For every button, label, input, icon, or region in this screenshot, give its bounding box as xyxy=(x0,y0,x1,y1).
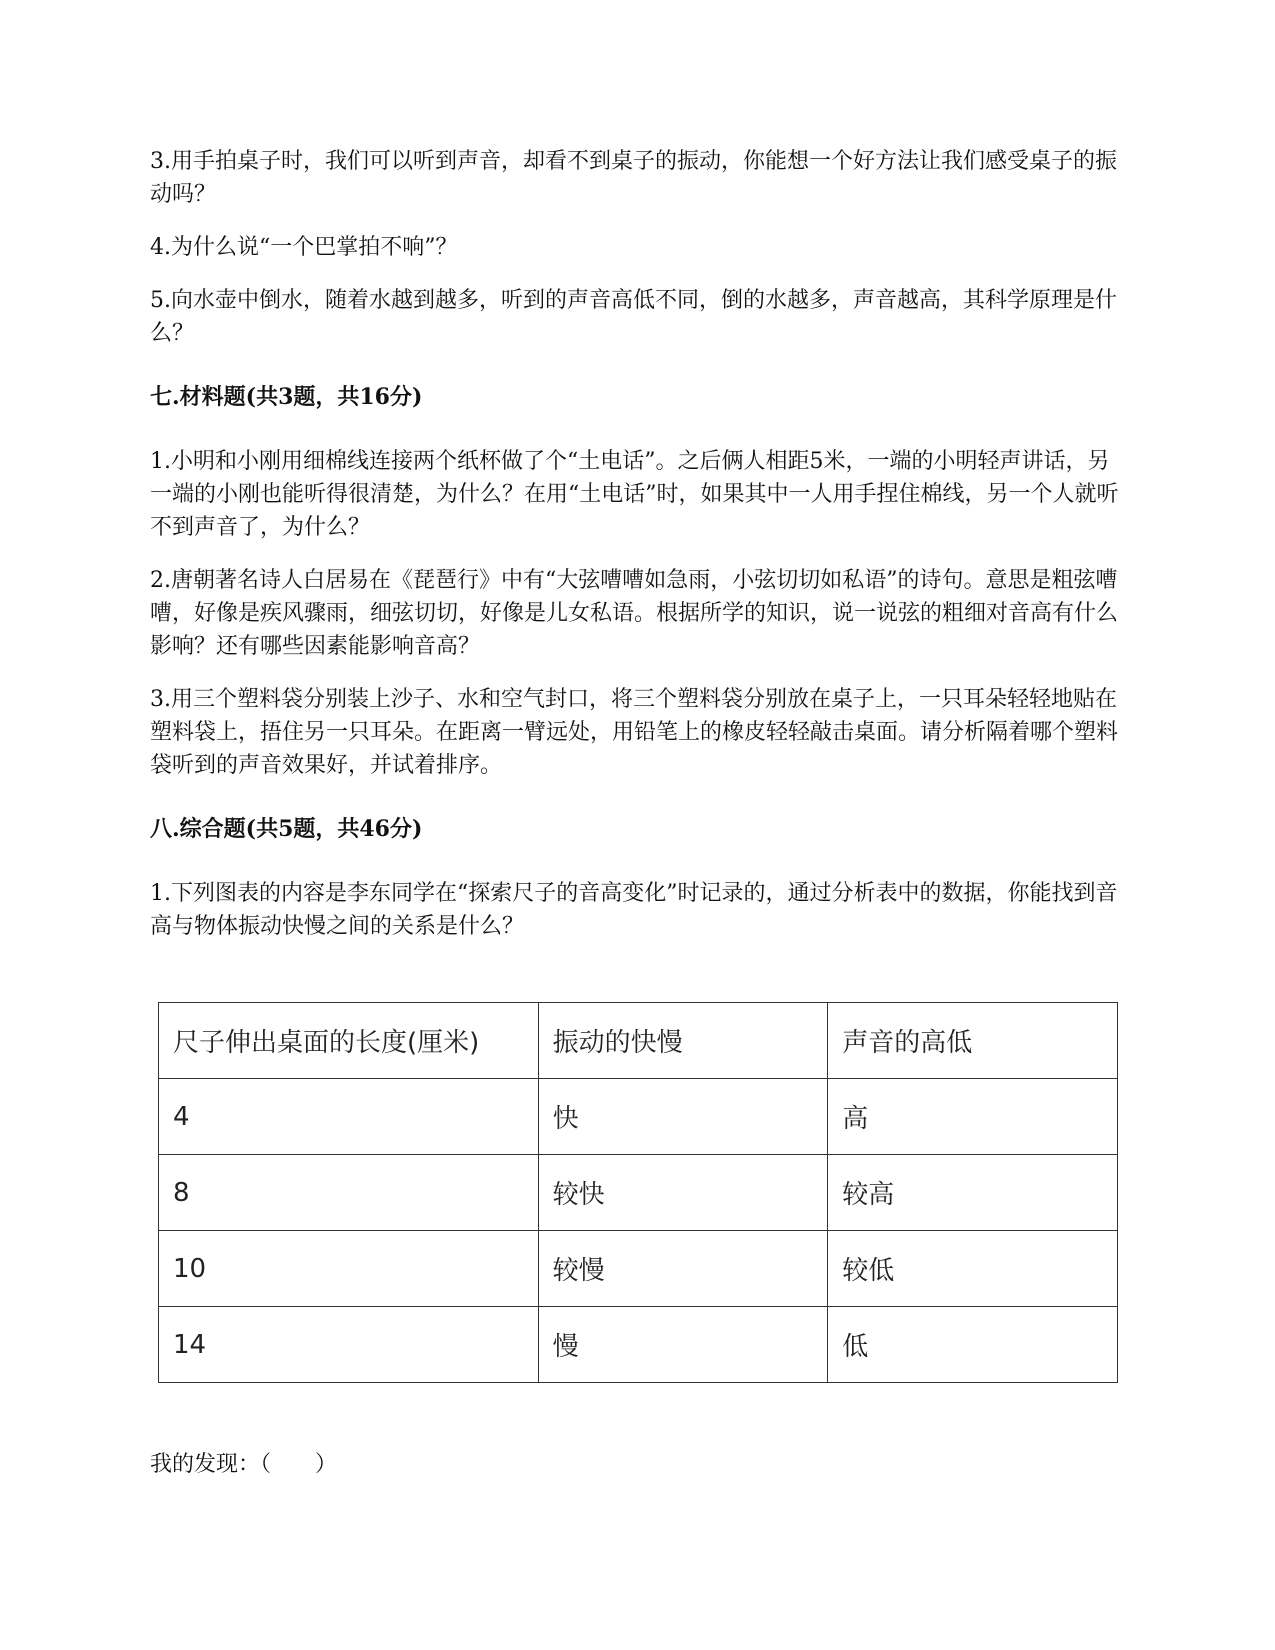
section8-heading: 八.综合题(共5题，共46分) xyxy=(150,816,423,842)
table-cell: 较高 xyxy=(828,1155,1118,1231)
table-cell: 慢 xyxy=(538,1307,828,1383)
section7-question-2: 2.唐朝著名诗人白居易在《琵琶行》中有“大弦嘈嘈如急雨，小弦切切如私语”的诗句。意思是粗弦嘈嘈，好像是疾风骤雨，细弦切切，好像是儿女私语。根据所学的知识，说一说弦的粗细对音高有什么影响？还有哪些因素能影响音高？ xyxy=(150,568,1119,659)
table-cell: 14 xyxy=(159,1307,539,1383)
question-5: 5.向水壶中倒水，随着水越到越多，听到的声音高低不同，倒的水越多，声音越高，其科学原理是什么？ xyxy=(150,288,1117,346)
question-4: 4.为什么说“一个巴掌拍不响”？ xyxy=(150,235,458,260)
table-row xyxy=(159,1231,1118,1307)
table-cell: 8 xyxy=(159,1155,539,1231)
table-cell: 10 xyxy=(159,1231,539,1307)
table-header-length: 尺子伸出桌面的长度(厘米) xyxy=(159,1003,539,1079)
table-cell: 较低 xyxy=(828,1231,1118,1307)
table-cell: 较快 xyxy=(538,1155,828,1231)
table-header-pitch: 声音的高低 xyxy=(828,1003,1118,1079)
table-row xyxy=(159,1079,1118,1155)
table-cell: 高 xyxy=(828,1079,1118,1155)
table-header-vibration: 振动的快慢 xyxy=(538,1003,828,1079)
table-cell: 4 xyxy=(159,1079,539,1155)
section7-question-1: 1.小明和小刚用细棉线连接两个纸杯做了个“土电话”。之后俩人相距5米，一端的小明轻声讲话，另一端的小刚也能听得很清楚，为什么？在用“土电话”时，如果其中一人用手捏住棉线，另一个人就听不到声音了，为什么？ xyxy=(150,449,1119,540)
table-cell: 低 xyxy=(828,1307,1118,1383)
data-table xyxy=(158,1002,1118,1383)
section7-heading: 七.材料题(共3题，共16分) xyxy=(150,384,423,410)
table-header-row xyxy=(159,1003,1118,1079)
my-finding-answer: 我的发现：（ ） xyxy=(150,1452,338,1477)
table-cell: 较慢 xyxy=(538,1231,828,1307)
question-3: 3.用手拍桌子时，我们可以听到声音，却看不到桌子的振动，你能想一个好方法让我们感受桌子的振动吗？ xyxy=(150,149,1117,207)
table-cell: 快 xyxy=(538,1079,828,1155)
section8-question-1: 1.下列图表的内容是李东同学在“探索尺子的音高变化”时记录的，通过分析表中的数据，你能找到音高与物体振动快慢之间的关系是什么？ xyxy=(150,881,1118,939)
document-page xyxy=(150,145,1130,943)
table-row xyxy=(159,1307,1118,1383)
table-row xyxy=(159,1155,1118,1231)
section7-question-3: 3.用三个塑料袋分别装上沙子、水和空气封口，将三个塑料袋分别放在桌子上，一只耳朵轻轻地贴在塑料袋上，捂住另一只耳朵。在距离一臂远处，用铅笔上的橡皮轻轻敲击桌面。请分析隔着哪个塑料袋听到的声音效果好，并试着排序。 xyxy=(150,687,1119,778)
